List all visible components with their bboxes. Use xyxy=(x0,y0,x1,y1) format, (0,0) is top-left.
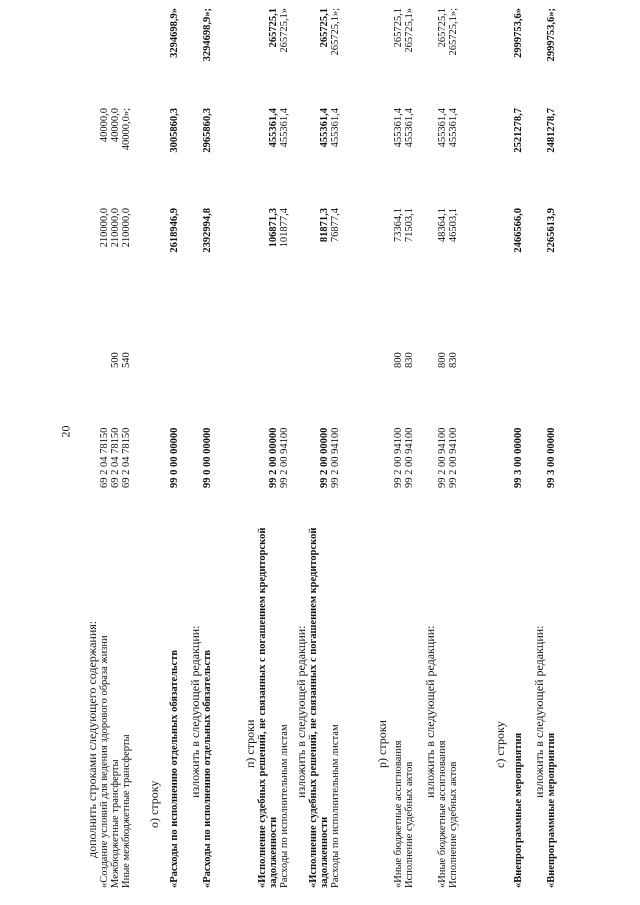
table-row xyxy=(393,8,404,888)
table-row xyxy=(308,8,330,888)
row-name: «Внепрограммные мероприятия xyxy=(513,732,524,888)
table-row xyxy=(169,8,180,888)
section-heading: п) строки xyxy=(243,719,257,768)
page-number: 20 xyxy=(58,425,73,438)
row-value-3: 265725,1 xyxy=(268,8,279,48)
row-value-1: 2265613,9 xyxy=(546,208,557,253)
row-value-1: 2466566,0 xyxy=(513,208,524,253)
table-row xyxy=(110,88,121,888)
row-value-2: 40000,0 xyxy=(99,108,110,143)
row-vr: 800 xyxy=(437,352,448,368)
row-name: Исполнение судебных актов xyxy=(448,761,459,888)
row-value-1: 46503,1 xyxy=(448,208,459,243)
row-code: 99 2 00 00000 xyxy=(268,427,279,488)
row-name: «Исполнение судебных решений, не связанных с погашением кредиторской задолженности xyxy=(257,527,279,888)
section-o xyxy=(147,8,213,888)
table-row xyxy=(257,8,279,888)
section-s xyxy=(493,8,557,888)
row-value-3: 265725,1»; xyxy=(330,8,341,56)
section-r xyxy=(375,8,459,888)
row-code: 99 2 00 00000 xyxy=(319,427,330,488)
row-value-1: 2392994,8 xyxy=(202,208,213,253)
row-name: Расходы по исполнительным листам xyxy=(279,724,290,888)
row-value-3: 3294698,9»; xyxy=(202,8,213,62)
row-value-2: 455361,4 xyxy=(268,108,279,148)
row-value-1: 210000,0 xyxy=(110,208,121,248)
table-row xyxy=(448,8,459,888)
table-row xyxy=(437,8,448,888)
row-value-1: 101877,4 xyxy=(279,208,290,248)
row-value-1: 106871,3 xyxy=(268,208,279,248)
row-value-2: 455361,4 xyxy=(279,108,290,148)
row-value-2: 3005860,3 xyxy=(169,108,180,153)
row-value-3: 265725,1 xyxy=(393,8,404,48)
row-value-2: 40000,0 xyxy=(110,108,121,143)
row-vr: 830 xyxy=(448,352,459,368)
row-code: 69 2 04 78150 xyxy=(121,427,132,488)
row-name: Иные межбюджетные трансферты xyxy=(121,734,132,888)
table-row xyxy=(330,8,341,888)
intro-block xyxy=(85,88,132,888)
intro-text: дополнить строками следующего содержания: xyxy=(85,620,99,858)
row-value-2: 455361,4 xyxy=(330,108,341,148)
row-code: 99 3 00 00000 xyxy=(546,427,557,488)
row-value-2: 455361,4 xyxy=(404,108,415,148)
row-vr: 540 xyxy=(121,352,132,368)
row-value-2: 2481278,7 xyxy=(546,108,557,153)
table-row xyxy=(202,8,213,888)
row-value-3: 265725,1 xyxy=(319,8,330,48)
row-value-3: 2999753,6»; xyxy=(546,8,557,62)
row-value-3: 3294698,9» xyxy=(169,8,180,58)
row-value-3: 265725,1» xyxy=(404,8,415,53)
table-row xyxy=(279,8,290,888)
row-name: Расходы по исполнительным листам xyxy=(330,724,341,888)
row-name: «Внепрограммные мероприятия xyxy=(546,732,557,888)
row-code: 99 2 00 94100 xyxy=(330,427,341,488)
row-code: 69 2 04 78150 xyxy=(110,427,121,488)
row-value-3: 265725,1 xyxy=(437,8,448,48)
table-row xyxy=(404,8,415,888)
row-code: 99 2 00 94100 xyxy=(393,427,404,488)
row-value-2: 40000,0»; xyxy=(121,108,132,151)
row-value-1: 48364,1 xyxy=(437,208,448,243)
section-p xyxy=(243,8,341,888)
section-heading: р) строки xyxy=(375,720,389,768)
table-row xyxy=(121,88,132,888)
row-code: 99 2 00 94100 xyxy=(404,427,415,488)
rotated-content xyxy=(85,8,640,888)
row-code: 99 0 00 00000 xyxy=(202,427,213,488)
row-name: Исполнение судебных актов xyxy=(404,761,415,888)
row-name: Межбюджетные трансферты xyxy=(110,759,121,888)
row-vr: 800 xyxy=(393,352,404,368)
row-name: «Иные бюджетные ассигнования xyxy=(437,740,448,888)
row-value-1: 210000,0 xyxy=(99,208,110,248)
table-row xyxy=(546,8,557,888)
row-value-2: 455361,4 xyxy=(393,108,404,148)
row-value-1: 73364,1 xyxy=(393,208,404,243)
row-vr: 500 xyxy=(110,352,121,368)
section-heading: о) строку xyxy=(147,780,161,828)
row-name: «Расходы по исполнению отдельных обязательств xyxy=(202,649,213,888)
row-value-2: 455361,4 xyxy=(319,108,330,148)
row-value-1: 81871,3 xyxy=(319,208,330,243)
row-vr: 830 xyxy=(404,352,415,368)
row-value-3: 265725,1»; xyxy=(448,8,459,56)
row-value-2: 455361,4 xyxy=(437,108,448,148)
table-row xyxy=(99,88,110,888)
row-code: 99 2 00 94100 xyxy=(279,427,290,488)
row-name: «Исполнение судебных решений, не связанных с погашением кредиторской задолженности xyxy=(308,527,330,888)
edit-instruction: изложить в следующей редакции: xyxy=(188,625,202,798)
row-value-1: 210000,0 xyxy=(121,208,132,248)
row-code: 99 0 00 00000 xyxy=(169,427,180,488)
row-code: 99 3 00 00000 xyxy=(513,427,524,488)
edit-instruction: изложить в следующей редакции: xyxy=(532,625,546,798)
row-name: «Создание условий для ведения здорового образа жизни xyxy=(99,635,110,888)
row-value-2: 2965860,3 xyxy=(202,108,213,153)
row-value-3: 265725,1» xyxy=(279,8,290,53)
row-value-2: 2521278,7 xyxy=(513,108,524,153)
row-value-1: 76877,4 xyxy=(330,208,341,243)
edit-instruction: изложить в следующей редакции: xyxy=(294,625,308,798)
row-name: «Расходы по исполнению отдельных обязательств xyxy=(169,649,180,888)
edit-instruction: изложить в следующей редакции: xyxy=(423,625,437,798)
row-value-2: 455361,4 xyxy=(448,108,459,148)
row-value-1: 71503,1 xyxy=(404,208,415,243)
row-code: 99 2 00 94100 xyxy=(448,427,459,488)
row-value-3: 2999753,6» xyxy=(513,8,524,58)
row-value-1: 2618946,9 xyxy=(169,208,180,253)
row-code: 69 2 04 78150 xyxy=(99,427,110,488)
row-code: 99 2 00 94100 xyxy=(437,427,448,488)
section-heading: с) строку xyxy=(493,721,507,768)
row-name: «Иные бюджетные ассигнования xyxy=(393,740,404,888)
table-row xyxy=(513,8,524,888)
